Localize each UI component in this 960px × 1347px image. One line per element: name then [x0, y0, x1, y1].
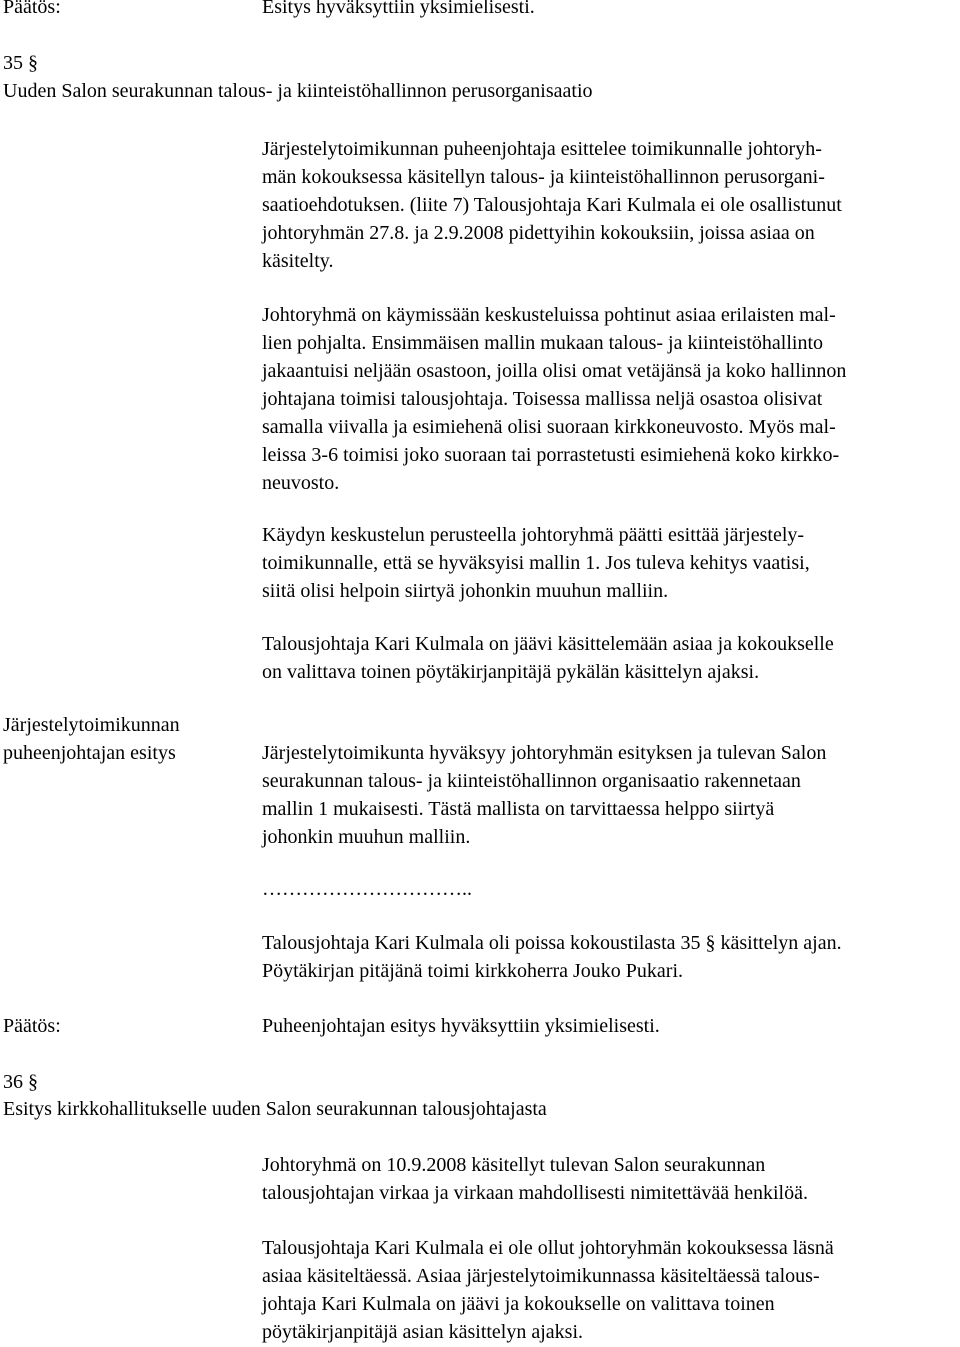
section-36-title: Esitys kirkkohallitukselle uuden Salon seurakunnan talousjohtajasta — [3, 1098, 547, 1120]
decision-text-top: Esitys hyväksyttiin yksimielisesti. — [262, 0, 535, 18]
text-line: lien pohjalta. Ensimmäisen mallin mukaan talous- ja kiinteistöhallinto — [262, 332, 824, 354]
s35-paragraph-1 — [262, 136, 842, 276]
text-line: seurakunnan talous- ja kiinteistöhallinnon organisaatio rakennetaan — [262, 770, 801, 792]
text-line: Järjestelytoimikunnan puheenjohtaja esittelee toimikunnalle johtoryh- — [262, 138, 822, 160]
text-line: puheenjohtajan esitys — [3, 742, 176, 764]
text-line: män kokouksessa käsitellyn talous- ja kiinteistöhallinnon perusorgani- — [262, 166, 825, 188]
text-line: johtajana toimisi talousjohtaja. Toisessa mallissa neljä osastoa olisivat — [262, 388, 823, 410]
text-line: pöytäkirjanpitäjä asian käsittelyn ajaksi. — [262, 1321, 584, 1343]
text-line: leissa 3-6 toimisi joko suoraan tai porrastetusti esimiehenä koko kirkko- — [262, 444, 840, 466]
text-line: toimikunnalle, että se hyväksyisi mallin 1. Jos tuleva kehitys vaatisi, — [262, 552, 810, 574]
proposal-text — [262, 740, 826, 852]
text-line: johtoryhmän 27.8. ja 2.9.2008 pidettyihin kokouksiin, joissa asiaa on — [262, 222, 815, 244]
text-line: mallin 1 mukaisesti. Tästä mallista on tarvittaessa helppo siirtyä — [262, 798, 775, 820]
text-line: käsitelty. — [262, 250, 334, 272]
text-line: Järjestelytoimikunnan — [3, 714, 180, 736]
s35-paragraph-3 — [262, 522, 810, 606]
text-line: Talousjohtaja Kari Kulmala ei ole ollut johtoryhmän kokouksessa läsnä — [262, 1237, 834, 1259]
text-line: neuvosto. — [262, 472, 340, 494]
s35-paragraph-2 — [262, 302, 846, 498]
absence-note — [262, 930, 842, 986]
text-line: jakaantuisi neljään osastoon, joilla olisi omat vetäjänsä ja koko hallinnon — [262, 360, 847, 382]
text-line: johonkin muuhun malliin. — [262, 826, 471, 848]
text-line: asiaa käsiteltäessä. Asiaa järjestelytoimikunnassa käsiteltäessä talous- — [262, 1265, 820, 1287]
text-line: Käydyn keskustelun perusteella johtoryhmä päätti esittää järjestely- — [262, 524, 805, 546]
section-35-number: 35 § — [3, 52, 38, 74]
s36-paragraph-2 — [262, 1235, 834, 1347]
text-line: on valittava toinen pöytäkirjanpitäjä pykälän käsittelyn ajaksi. — [262, 661, 760, 683]
text-line: Talousjohtaja Kari Kulmala on jäävi käsittelemään asiaa ja kokoukselle — [262, 633, 834, 655]
dotted-separator: ………………………….. — [262, 878, 472, 900]
text-line: saatioehdotuksen. (liite 7) Talousjohtaja Kari Kulmala ei ole osallistunut — [262, 194, 842, 216]
s35-paragraph-4 — [262, 631, 834, 687]
text-line: talousjohtajan virkaa ja virkaan mahdollisesti nimitettävää henkilöä. — [262, 1182, 808, 1204]
text-line: samalla viivalla ja esimiehenä olisi suoraan kirkkoneuvosto. Myös mal- — [262, 416, 836, 438]
s36-paragraph-1 — [262, 1152, 808, 1208]
text-line: Talousjohtaja Kari Kulmala oli poissa kokoustilasta 35 § käsittelyn ajan. — [262, 932, 842, 954]
decision-text: Puheenjohtajan esitys hyväksyttiin yksimielisesti. — [262, 1015, 660, 1037]
text-line: Pöytäkirjan pitäjänä toimi kirkkoherra Jouko Pukari. — [262, 960, 684, 982]
text-line: Johtoryhmä on käymissään keskusteluissa pohtinut asiaa erilaisten mal- — [262, 304, 836, 326]
text-line: johtaja Kari Kulmala on jäävi ja kokoukselle on valittava toinen — [262, 1293, 775, 1315]
decision-label-top: Päätös: — [3, 0, 61, 18]
decision-label: Päätös: — [3, 1015, 61, 1037]
text-line: siitä olisi helpoin siirtyä johonkin muuhun malliin. — [262, 580, 669, 602]
proposal-label — [3, 712, 180, 768]
text-line: Johtoryhmä on 10.9.2008 käsitellyt tulevan Salon seurakunnan — [262, 1154, 766, 1176]
section-36-number: 36 § — [3, 1071, 38, 1093]
text-line: Järjestelytoimikunta hyväksyy johtoryhmän esityksen ja tulevan Salon — [262, 742, 827, 764]
section-35-title: Uuden Salon seurakunnan talous- ja kiinteistöhallinnon perusorganisaatio — [3, 80, 593, 102]
